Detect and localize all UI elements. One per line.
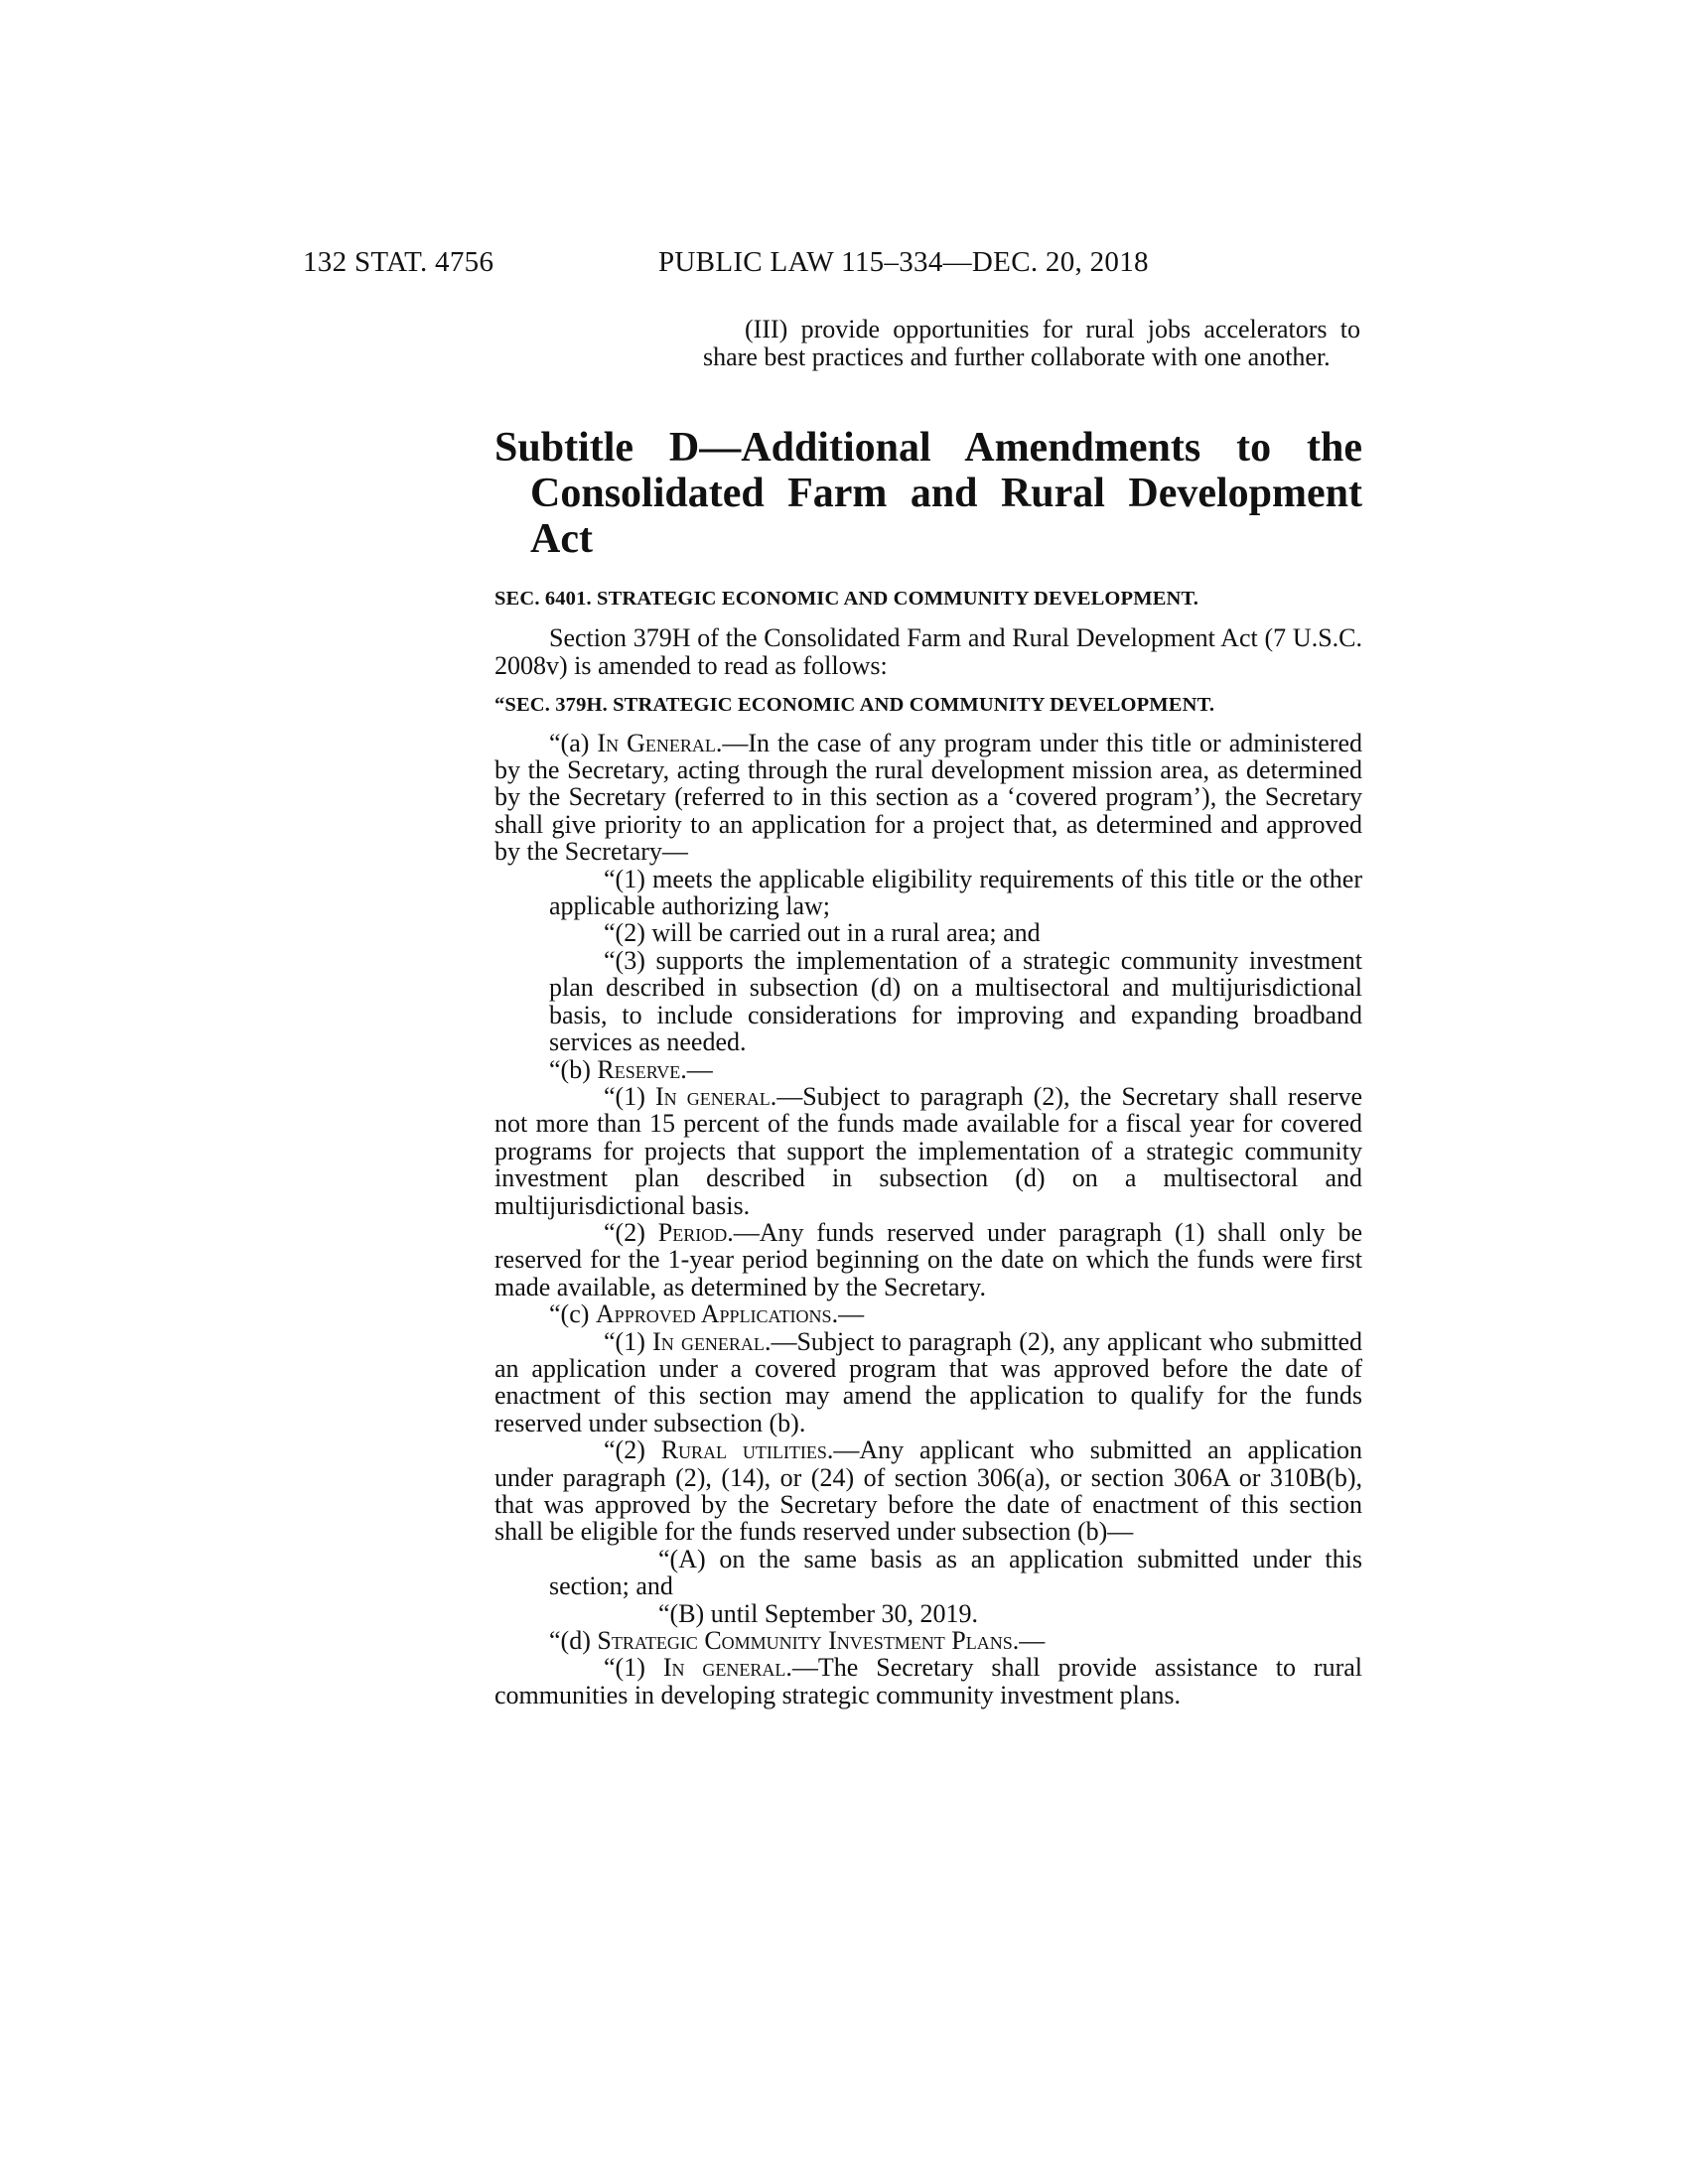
section-6401-heading: SEC. 6401. STRATEGIC ECONOMIC AND COMMUNITY DEVELOPMENT.	[494, 588, 1199, 610]
section-body	[494, 586, 1362, 1708]
b-p2-prefix: “(2)	[604, 1217, 658, 1247]
subsection-d-heading	[494, 1627, 1362, 1654]
section-lead: Section 379H of the Consolidated Farm and Rural Development Act (7 U.S.C. 2008v) is amended to read as follows:	[494, 623, 1362, 680]
b-p2-text: .—Any funds reserved under paragraph (1) shall only be reserved for the 1-year period beginning on the date on which the funds were first made available, as determined by the Secretary.	[494, 1217, 1362, 1301]
public-law-title: PUBLIC LAW 115–334—DEC. 20, 2018	[658, 246, 1149, 278]
subsection-a-item-3: “(3) supports the implementation of a strategic community investment plan described in subsection (d) on a multisectoral and multijurisdictional basis, to include considerations for improving and expanding broadband services as needed.	[549, 945, 1362, 1057]
subsection-c-suffix: .—	[831, 1299, 865, 1329]
subsection-c-label: Approved Applications	[595, 1299, 832, 1329]
subsection-d-label: Strategic Community Investment Plans	[597, 1626, 1013, 1656]
statute-page-number: 132 STAT. 4756	[303, 246, 494, 278]
subsection-d-paragraph-1	[494, 1654, 1362, 1708]
b-p1-label: In general	[654, 1081, 771, 1111]
c-p1-label: In general	[652, 1326, 765, 1356]
subsection-b-label: Reserve	[597, 1054, 681, 1084]
b-p2-label: Period	[657, 1217, 728, 1247]
c-p2-label: Rural utilities	[660, 1435, 827, 1465]
subsection-b-paragraph-2	[494, 1219, 1362, 1300]
subsection-b-heading	[494, 1056, 1362, 1083]
b-p1-prefix: “(1)	[604, 1081, 655, 1111]
b-p1-text: .—Subject to paragraph (2), the Secretary shall reserve not more than 15 percent of the funds made available for a fiscal year for covered programs for projects that support the implementation of a strategic community investment plan described in subsection (d) on a multisectoral and multijurisdictional basis.	[494, 1081, 1362, 1220]
section-379h-heading: “SEC. 379H. STRATEGIC ECONOMIC AND COMMUNITY DEVELOPMENT.	[494, 694, 1215, 717]
subsection-a-item-2: “(2) will be carried out in a rural area; and	[604, 918, 1041, 948]
subsection-c-heading	[494, 1300, 1362, 1327]
subsection-c-prefix: “(c)	[549, 1299, 596, 1329]
subparagraph-a: “(A) on the same basis as an application submitted under this section; and	[549, 1544, 1362, 1601]
subsection-a-label: In General	[597, 728, 716, 757]
subsection-d-suffix: .—	[1012, 1626, 1046, 1656]
c-p2-prefix: “(2)	[604, 1435, 661, 1465]
d-p1-prefix: “(1)	[604, 1653, 663, 1683]
c-p1-prefix: “(1)	[604, 1326, 653, 1356]
c-p1-text: .—Subject to paragraph (2), any applicant who submitted an application under a covered program that was approved before the date of enactment of this section may amend the application to qualify for the funds reserved under subsection (b).	[494, 1326, 1363, 1437]
subsection-c-paragraph-2	[494, 1436, 1362, 1546]
clause-iii: (III) provide opportunities for rural jobs accelerators to share best practices and further collaborate with one another.	[703, 315, 1360, 371]
subsection-a-prefix: “(a)	[549, 728, 598, 757]
subsection-b-prefix: “(b)	[549, 1054, 598, 1084]
subsection-a-item-1: “(1) meets the applicable eligibility requirements of this title or the other applicable authorizing law;	[549, 864, 1362, 921]
page-header	[303, 246, 1360, 286]
subparagraph-b: “(B) until September 30, 2019.	[658, 1598, 979, 1628]
subsection-c-paragraph-1	[494, 1328, 1362, 1437]
subsection-b-suffix: .—	[680, 1054, 713, 1084]
subsection-d-prefix: “(d)	[549, 1626, 598, 1656]
d-p1-label: In general	[662, 1653, 786, 1683]
subsection-a-text: .—In the case of any program under this title or administered by the Secretary, acting through the rural development mission area, as determined by the Secretary (referred to in this section as a ‘covered program’), the Secretary shall give priority to an application for a project that, as determined and approved by the Secretary—	[494, 728, 1362, 867]
d-p1-text: .—The Secretary shall provide assistance to rural communities in developing strategic community investment plans.	[494, 1653, 1363, 1709]
subtitle-heading: Subtitle D—Additional Amendments to the Consolidated Farm and Rural Development Act	[494, 425, 1362, 562]
subsection-b-paragraph-1	[494, 1083, 1362, 1219]
subsection-a	[494, 730, 1362, 866]
c-p2-text: .—Any applicant who submitted an application under paragraph (2), (14), or (24) of section 306(a), or section 306A or 310B(b), that was approved by the Secretary before the date of enactment of this section shall be eligible for the funds reserved under subsection (b)—	[494, 1435, 1362, 1547]
intro-clause	[703, 316, 1360, 371]
